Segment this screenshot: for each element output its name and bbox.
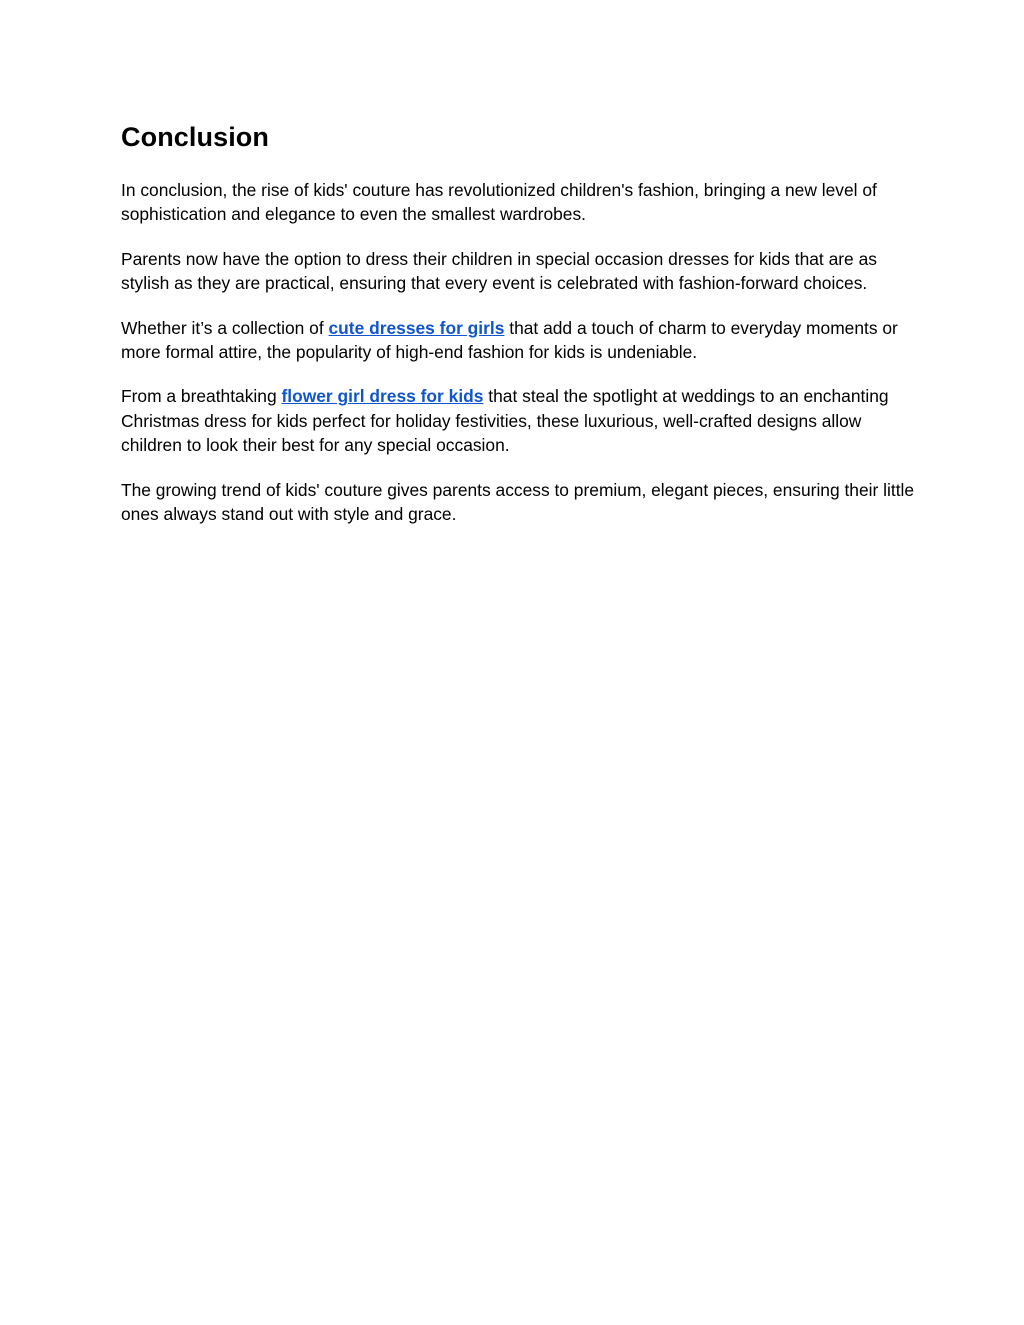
cute-dresses-for-girls-link[interactable]: cute dresses for girls bbox=[328, 317, 505, 338]
paragraph-collection-text-before: Whether it’s a collection of bbox=[121, 317, 329, 338]
paragraph-occasions-text-before: From a breathtaking bbox=[121, 386, 282, 407]
paragraph-occasions-text-after: that steal the spotlight at weddings to an enchanting Christmas dress for kids perfect for holiday festivities, these luxurious, well-crafted designs allow children to look their best for any special occasion. bbox=[121, 386, 889, 456]
conclusion-heading: Conclusion bbox=[121, 122, 269, 152]
document-page bbox=[121, 118, 921, 546]
paragraph-intro: In conclusion, the rise of kids' couture has revolutionized children's fashion, bringing a new level of sophistication and elegance to even the smallest wardrobes. bbox=[121, 180, 877, 225]
flower-girl-dress-for-kids-link[interactable]: flower girl dress for kids bbox=[281, 386, 484, 407]
paragraph-collection-text-after: that add a touch of charm to everyday moments or more formal attire, the popularity of high-end fashion for kids is undeniable. bbox=[121, 317, 898, 363]
paragraph-trend: The growing trend of kids' couture gives parents access to premium, elegant pieces, ensuring their little ones always stand out with style and grace. bbox=[121, 479, 915, 525]
paragraph-parents: Parents now have the option to dress their children in special occasion dresses for kids that are as stylish as they are practical, ensuring that every event is celebrated with fashion-forward choices. bbox=[121, 248, 877, 294]
paragraph-occasions bbox=[121, 384, 921, 457]
paragraph-collection bbox=[121, 316, 921, 365]
